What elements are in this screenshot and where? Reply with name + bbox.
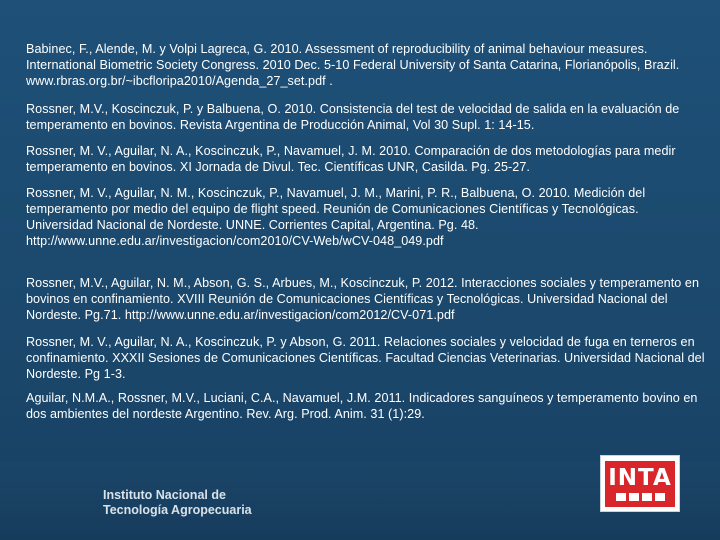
reference-item: Babinec, F., Alende, M. y Volpi Lagreca, G. 2010. Assessment of reproducibility of animal behaviour measures. International Biometric Society Congress. 2010 Dec. 5-10 Federal University of Santa Catarina, Florianópolis, Brazil. www.rbras.org.br/~ibcfloripa2010/Agenda_27_set.pdf . [26,42,680,88]
inta-logo-text: INTA [608,465,672,491]
reference-item: Rossner, M. V., Aguilar, N. A., Koscinczuk, P. y Abson, G. 2011. Relaciones sociales y velocidad de fuga en terneros en confinamiento. XXXII Sesiones de Comunicaciones Científicas. Facultad Ciencias Veterinarias. Universidad Nacional del Nordeste. Pg 1-3. [26,335,705,381]
reference-item: Aguilar, N.M.A., Rossner, M.V., Luciani, C.A., Navamuel, J.M. 2011. Indicadores sanguíneos y temperamento bovino en dos ambientes del nordeste Argentino. Rev. Arg. Prod. Anim. 31 (1):29. [26,391,698,421]
reference-item: Rossner, M.V., Aguilar, N. M., Abson, G. S., Arbues, M., Koscinczuk, P. 2012. Interacciones sociales y temperamento en bovinos en confinamiento. XVIII Reunión de Comunicaciones Científicas y Tecnológicas. Universidad Nacional del Nordeste. Pg.71. http://www.unne.edu.ar/investigacion/com2012/CV-071.pdf [26,276,699,322]
institution-name-line-1: Instituto Nacional de [103,488,226,502]
inta-logo-mark [605,461,675,507]
reference-item: Rossner, M. V., Aguilar, N. A., Koscinczuk, P., Navamuel, J. M. 2010. Comparación de dos metodologías para medir temperamento en bovinos. XI Jornada de Divul. Tec. Científicas UNR, Casilda. Pg. 25-27. [26,144,676,174]
reference-item: Rossner, M.V., Koscinczuk, P. y Balbuena, O. 2010. Consistencia del test de velocidad de salida en la evaluación de temperamento en bovinos. Revista Argentina de Producción Animal, Vol 30 Supl. 1: 14-15. [26,102,680,132]
institution-name [103,488,252,518]
reference-item: Rossner, M. V., Aguilar, N. M., Koscinczuk, P., Navamuel, J. M., Marini, P. R., Balbuena, O. 2010. Medición del temperamento por medio del equipo de flight speed. Reunión de Comunicaciones Científicas y Tecnológicas. Universidad Nacional de Nordeste. UNNE. Corrientes Capital, Argentina. Pg. 48. http://www.unne.edu.ar/investigacion/com2010/CV-Web/wCV-048_049.pdf [26,186,646,248]
inta-logo-icon [600,455,680,512]
inta-logo-stripes [616,493,665,501]
institution-name-line-2: Tecnología Agropecuaria [103,503,252,517]
